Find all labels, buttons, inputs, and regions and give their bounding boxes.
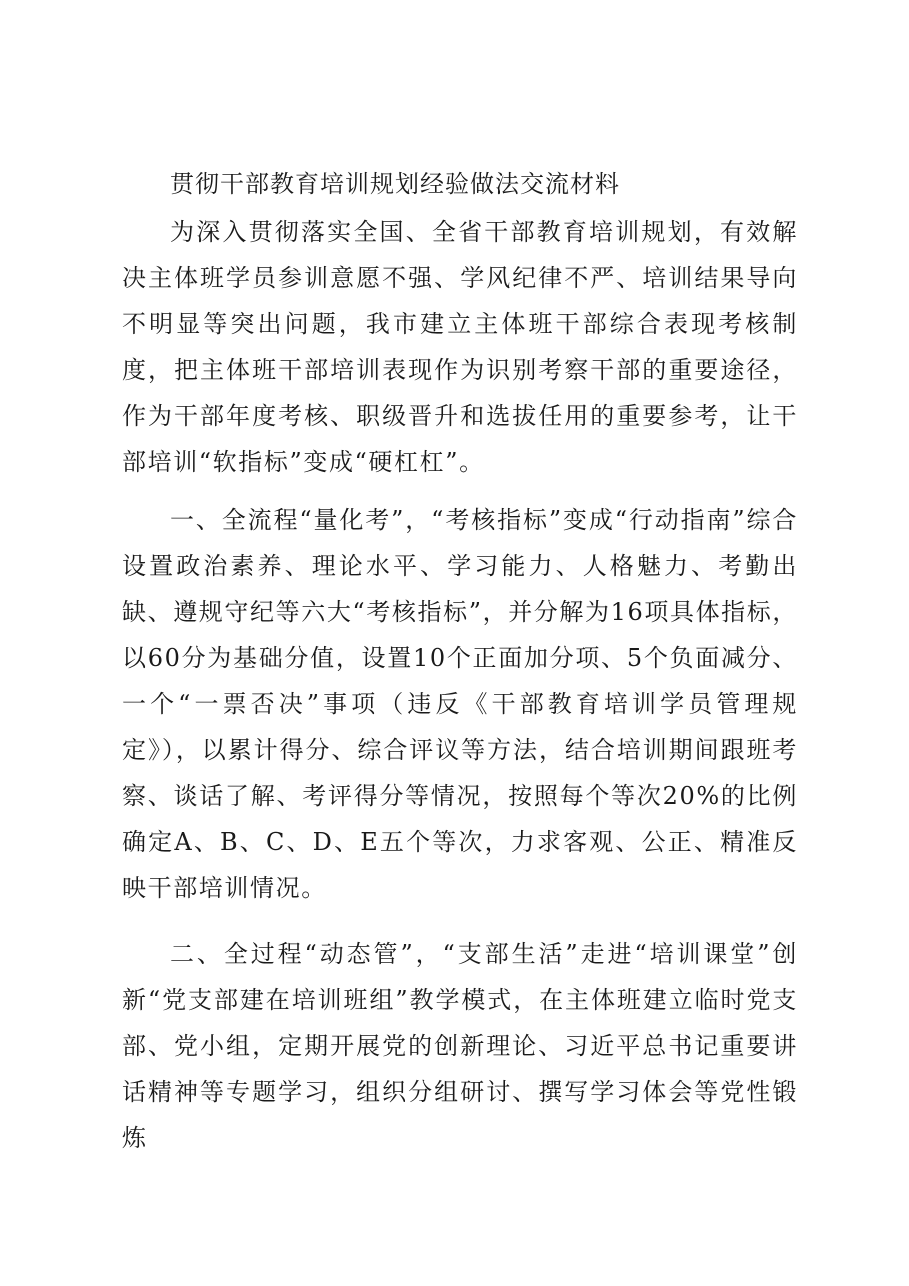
paragraph-section-two: 二、全过程“动态管”，“支部生活”走进“培训课堂”创新“党支部建在培训班组”教学模式，在主体班建立临时党支部、党小组，定期开展党的创新理论、习近平总书记重要讲话精神等专题学习，组织分组研讨、撰写学习体会等党性锻炼 — [122, 940, 798, 1152]
paragraph-intro: 为深入贯彻落实全国、全省干部教育培训规划，有效解决主体班学员参训意愿不强、学风纪律不严、培训结果导向不明显等突出问题，我市建立主体班干部综合表现考核制度，把主体班干部培训表现作为识别考察干部的重要途径，作为干部年度考核、职级晋升和选拔任用的重要参考，让干部培训“软指标”变成“硬杠杠”。 — [122, 218, 798, 476]
paragraph-section-one: 一、全流程“量化考”，“考核指标”变成“行动指南”综合设置政治素养、理论水平、学习能力、人格魅力、考勤出缺、遵规守纪等六大“考核指标”，并分解为16项具体指标，以60分为基础分值，设置10个正面加分项、5个负面减分、一个“一票否决”事项（违反《干部教育培训学员管理规定》），以累计得分、综合评议等方法，结合培训期间跟班考察、谈话了解、考评得分等情况，按照每个等次20%的比例确定A、B、C、D、E五个等次，力求客观、公正、精准反映干部培训情况。 — [122, 506, 798, 902]
document-title: 贯彻干部教育培训规划经验做法交流材料 — [170, 170, 620, 198]
